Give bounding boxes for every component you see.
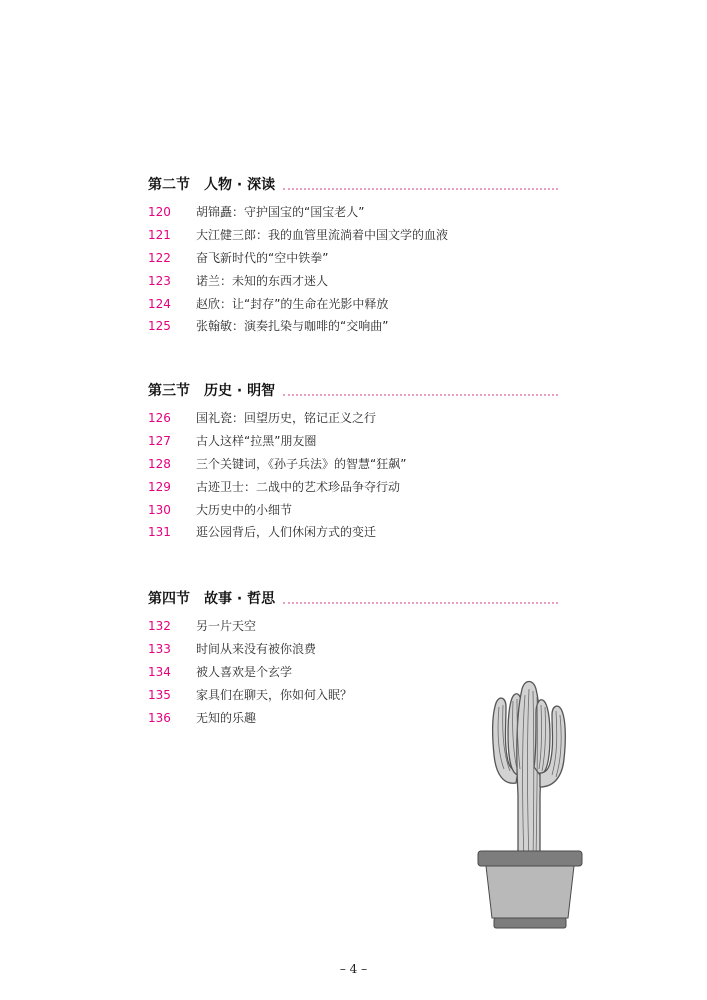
- section-header: [148, 586, 558, 608]
- entry-title: 诺兰：未知的东西才迷人: [196, 273, 329, 288]
- toc-section-3: [148, 378, 558, 544]
- entry-page-number: 120: [148, 205, 171, 220]
- toc-entry[interactable]: [148, 498, 558, 521]
- entry-page-number: 136: [148, 710, 171, 725]
- entry-page-number: 125: [148, 319, 171, 334]
- section-title: [148, 590, 275, 608]
- toc-entry[interactable]: [148, 521, 558, 544]
- entry-title: 逛公园背后，人们休闲方式的变迁: [196, 525, 377, 540]
- toc-entry[interactable]: [148, 453, 558, 476]
- toc-entry[interactable]: [148, 430, 558, 453]
- entry-page-number: 122: [148, 250, 171, 265]
- section-title: [148, 176, 275, 194]
- entry-page-number: 131: [148, 525, 171, 540]
- entry-page-number: 127: [148, 434, 171, 449]
- entry-page-number: 134: [148, 664, 171, 679]
- entry-title: 古人这样“拉黑”朋友圈: [196, 434, 317, 449]
- section-header: [148, 172, 558, 194]
- toc-entry-list: [148, 407, 558, 544]
- toc-entry[interactable]: [148, 615, 558, 638]
- dotted-rule: [283, 188, 558, 190]
- entry-page-number: 132: [148, 619, 171, 634]
- section-number: 第三节: [148, 383, 190, 399]
- entry-title: 国礼瓷：回望历史，铭记正义之行: [196, 411, 377, 426]
- entry-page-number: 123: [148, 273, 171, 288]
- pot-base: [494, 918, 566, 928]
- entry-page-number: 126: [148, 411, 171, 426]
- entry-title: 张翰敏：演奏扎染与咖啡的“交响曲”: [196, 319, 389, 334]
- toc-entry[interactable]: [148, 247, 558, 270]
- entry-title: 赵欣：让“封存”的生命在光影中释放: [196, 296, 389, 311]
- toc-entry[interactable]: [148, 315, 558, 338]
- entry-page-number: 121: [148, 228, 171, 243]
- entry-title: 大历史中的小细节: [196, 502, 293, 517]
- entry-page-number: 129: [148, 479, 171, 494]
- entry-title: 奋飞新时代的“空中铁拳”: [196, 250, 329, 265]
- section-title: [148, 382, 275, 400]
- cactus-plant: [493, 682, 566, 864]
- entry-title: 大江健三郎：我的血管里流淌着中国文学的血液: [196, 228, 449, 243]
- entry-title: 胡锦矗：守护国宝的“国宝老人”: [196, 205, 365, 220]
- section-number: 第四节: [148, 591, 190, 607]
- pot-rim: [478, 851, 582, 866]
- section-header: [148, 378, 558, 400]
- entry-title: 家具们在聊天，你如何入眠？: [196, 687, 353, 702]
- toc-entry-list: [148, 201, 558, 338]
- pot-body: [486, 866, 574, 918]
- toc-entry[interactable]: [148, 407, 558, 430]
- section-number: 第二节: [148, 177, 190, 193]
- toc-entry[interactable]: [148, 475, 558, 498]
- page-folio: – 4 –: [339, 962, 368, 976]
- entry-title: 被人喜欢是个玄学: [196, 664, 293, 679]
- entry-title: 古迹卫士：二战中的艺术珍品争夺行动: [196, 479, 401, 494]
- entry-title: 三个关键词，《孙子兵法》的智慧“狂飙”: [196, 456, 407, 471]
- entry-title: 时间从来没有被你浪费: [196, 642, 317, 657]
- dotted-rule: [283, 602, 558, 604]
- toc-entry[interactable]: [148, 201, 558, 224]
- entry-page-number: 133: [148, 642, 171, 657]
- section-name: 故事 · 哲思: [204, 591, 276, 607]
- cactus-icon: [470, 675, 590, 935]
- section-name: 历史 · 明智: [204, 383, 276, 399]
- entry-page-number: 130: [148, 502, 171, 517]
- entry-title: 无知的乐趣: [196, 710, 257, 725]
- entry-page-number: 128: [148, 456, 171, 471]
- section-name: 人物 · 深读: [204, 177, 276, 193]
- toc-entry[interactable]: [148, 292, 558, 315]
- toc-entry[interactable]: [148, 224, 558, 247]
- toc-section-2: [148, 172, 558, 338]
- dotted-rule: [283, 394, 558, 396]
- toc-entry[interactable]: [148, 638, 558, 661]
- entry-title: 另一片天空: [196, 619, 257, 634]
- toc-entry[interactable]: [148, 269, 558, 292]
- entry-page-number: 124: [148, 296, 171, 311]
- entry-page-number: 135: [148, 687, 171, 702]
